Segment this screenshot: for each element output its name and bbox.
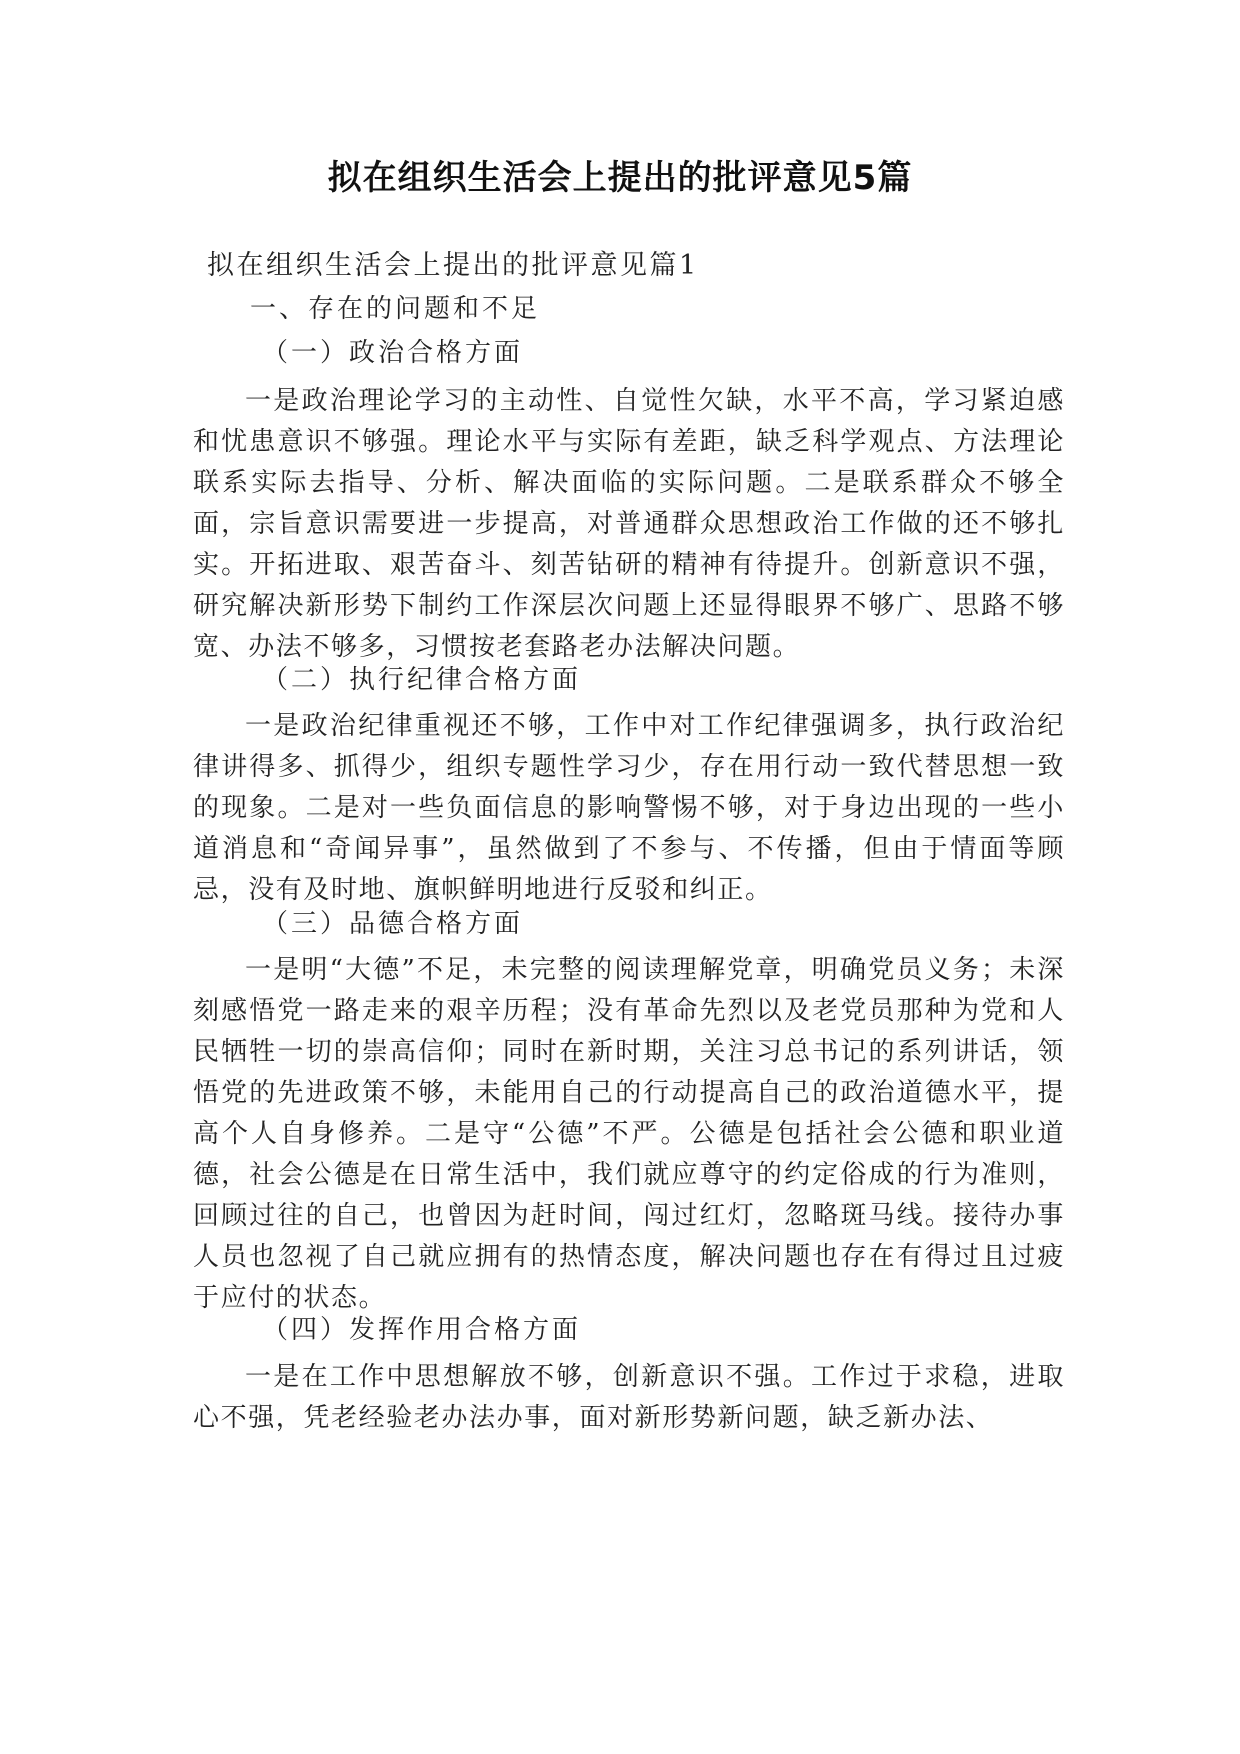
- paragraph-political: 一是政治理论学习的主动性、自觉性欠缺，水平不高，学习紧迫感和忧患意识不够强。理论水平与实际有差距，缺乏科学观点、方法理论联系实际去指导、分析、解决面临的实际问题。二是联系群众不够全面，宗旨意识需要进一步提高，对普通群众思想政治工作做的还不够扎实。开拓进取、艰苦奋斗、刻苦钻研的精神有待提升。创新意识不强，研究解决新形势下制约工作深层次问题上还显得眼界不够广、思路不够宽、办法不够多，习惯按老套路老办法解决问题。: [193, 386, 1065, 662]
- paragraph-role: 一是在工作中思想解放不够，创新意识不强。工作过于求稳，进取心不强，凭老经验老办法办事，面对新形势新问题，缺乏新办法、: [193, 1362, 1065, 1433]
- subheading-morality: （三）品德合格方面: [262, 909, 524, 939]
- subheading-role: （四）发挥作用合格方面: [262, 1315, 582, 1345]
- subheading-political: （一）政治合格方面: [262, 338, 524, 368]
- document-title: 拟在组织生活会上提出的批评意见5篇: [327, 158, 913, 198]
- heading-issues: 一、存在的问题和不足: [250, 294, 541, 324]
- paragraph-morality: 一是明“大德”不足，未完整的阅读理解党章，明确党员义务；未深刻感悟党一路走来的艰辛历程；没有革命先烈以及老党员那种为党和人民牺牲一切的崇高信仰；同时在新时期，关注习总书记的系列讲话，领悟党的先进政策不够，未能用自己的行动提高自己的政治道德水平，提高个人自身修养。二是守“公德”不严。公德是包括社会公德和职业道德，社会公德是在日常生活中，我们就应尊守的约定俗成的行为准则，回顾过往的自己，也曾因为赶时间，闯过红灯，忽略斑马线。接待办事人员也忽视了自己就应拥有的热情态度，解决问题也存在有得过且过疲于应付的状态。: [193, 955, 1065, 1313]
- section-title: 拟在组织生活会上提出的批评意见篇1: [207, 250, 699, 281]
- subheading-discipline: （二）执行纪律合格方面: [262, 665, 582, 695]
- paragraph-discipline: 一是政治纪律重视还不够，工作中对工作纪律强调多，执行政治纪律讲得多、抓得少，组织专题性学习少，存在用行动一致代替思想一致的现象。二是对一些负面信息的影响警惕不够，对于身边出现的一些小道消息和“奇闻异事”，虽然做到了不参与、不传播，但由于情面等顾忌，没有及时地、旗帜鲜明地进行反驳和纠正。: [193, 711, 1065, 905]
